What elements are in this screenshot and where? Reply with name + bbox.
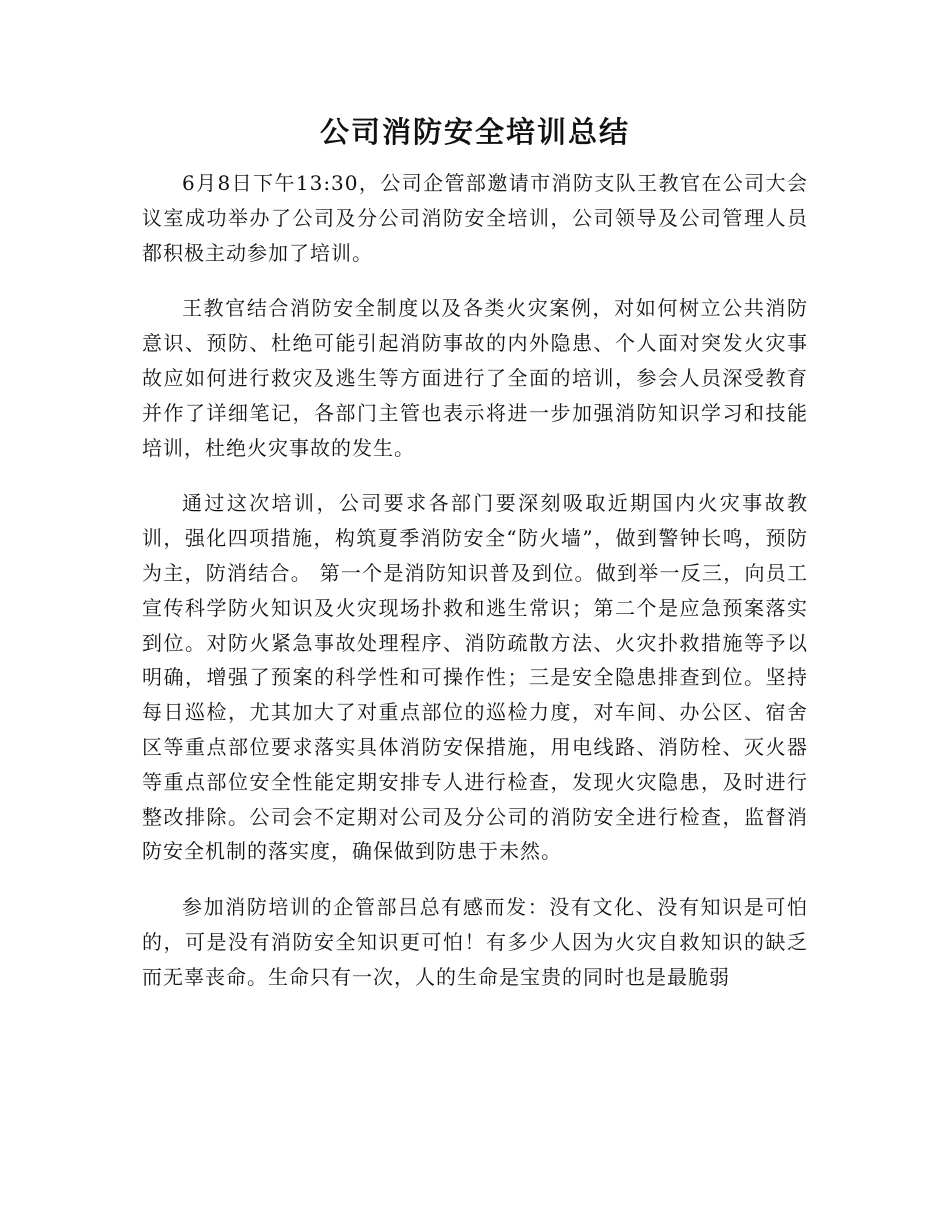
paragraph-3: 通过这次培训，公司要求各部门要深刻吸取近期国内火灾事故教训，强化四项措施，构筑夏季消防安全“防火墙”，做到警钟长鸣，预防为主，防消结合。 第一个是消防知识普及到位。做到举一反三，向员工宣传科学防火知识及火灾现场扑救和逃生常识；第二个是应急预案落实到位。对防火紧急事故处理程序、消防疏散方法、火灾扑救措施等予以明确，增强了预案的科学性和可操作性；三是安全隐患排查到位。坚持每日巡检，尤其加大了对重点部位的巡检力度，对车间、办公区、宿舍区等重点部位要求落实具体消防安保措施，用电线路、消防栓、灭火器等重点部位安全性能定期安排专人进行检查，发现火灾隐患，及时进行整改排除。公司会不定期对公司及分公司的消防安全进行检查，监督消防安全机制的落实度，确保做到防患于未然。 [142, 491, 808, 864]
document-title: 公司消防安全培训总结 [319, 115, 630, 149]
paragraph-1: 6月8日下午13:30，公司企管部邀请市消防支队王教官在公司大会议室成功举办了公司及分公司消防安全培训，公司领导及公司管理人员都积极主动参加了培训。 [142, 171, 808, 265]
paragraph-2: 王教官结合消防安全制度以及各类火灾案例，对如何树立公共消防意识、预防、杜绝可能引起消防事故的内外隐患、个人面对突发火灾事故应如何进行救灾及逃生等方面进行了全面的培训，参会人员深受教育并作了详细笔记，各部门主管也表示将进一步加强消防知识学习和技能培训，杜绝火灾事故的发生。 [142, 296, 808, 460]
paragraph-4: 参加消防培训的企管部吕总有感而发：没有文化、没有知识是可怕的，可是没有消防安全知识更可怕！有多少人因为火灾自救知识的缺乏而无辜丧命。生命只有一次，人的生命是宝贵的同时也是最脆弱 [142, 895, 808, 989]
document-body [142, 166, 808, 1016]
